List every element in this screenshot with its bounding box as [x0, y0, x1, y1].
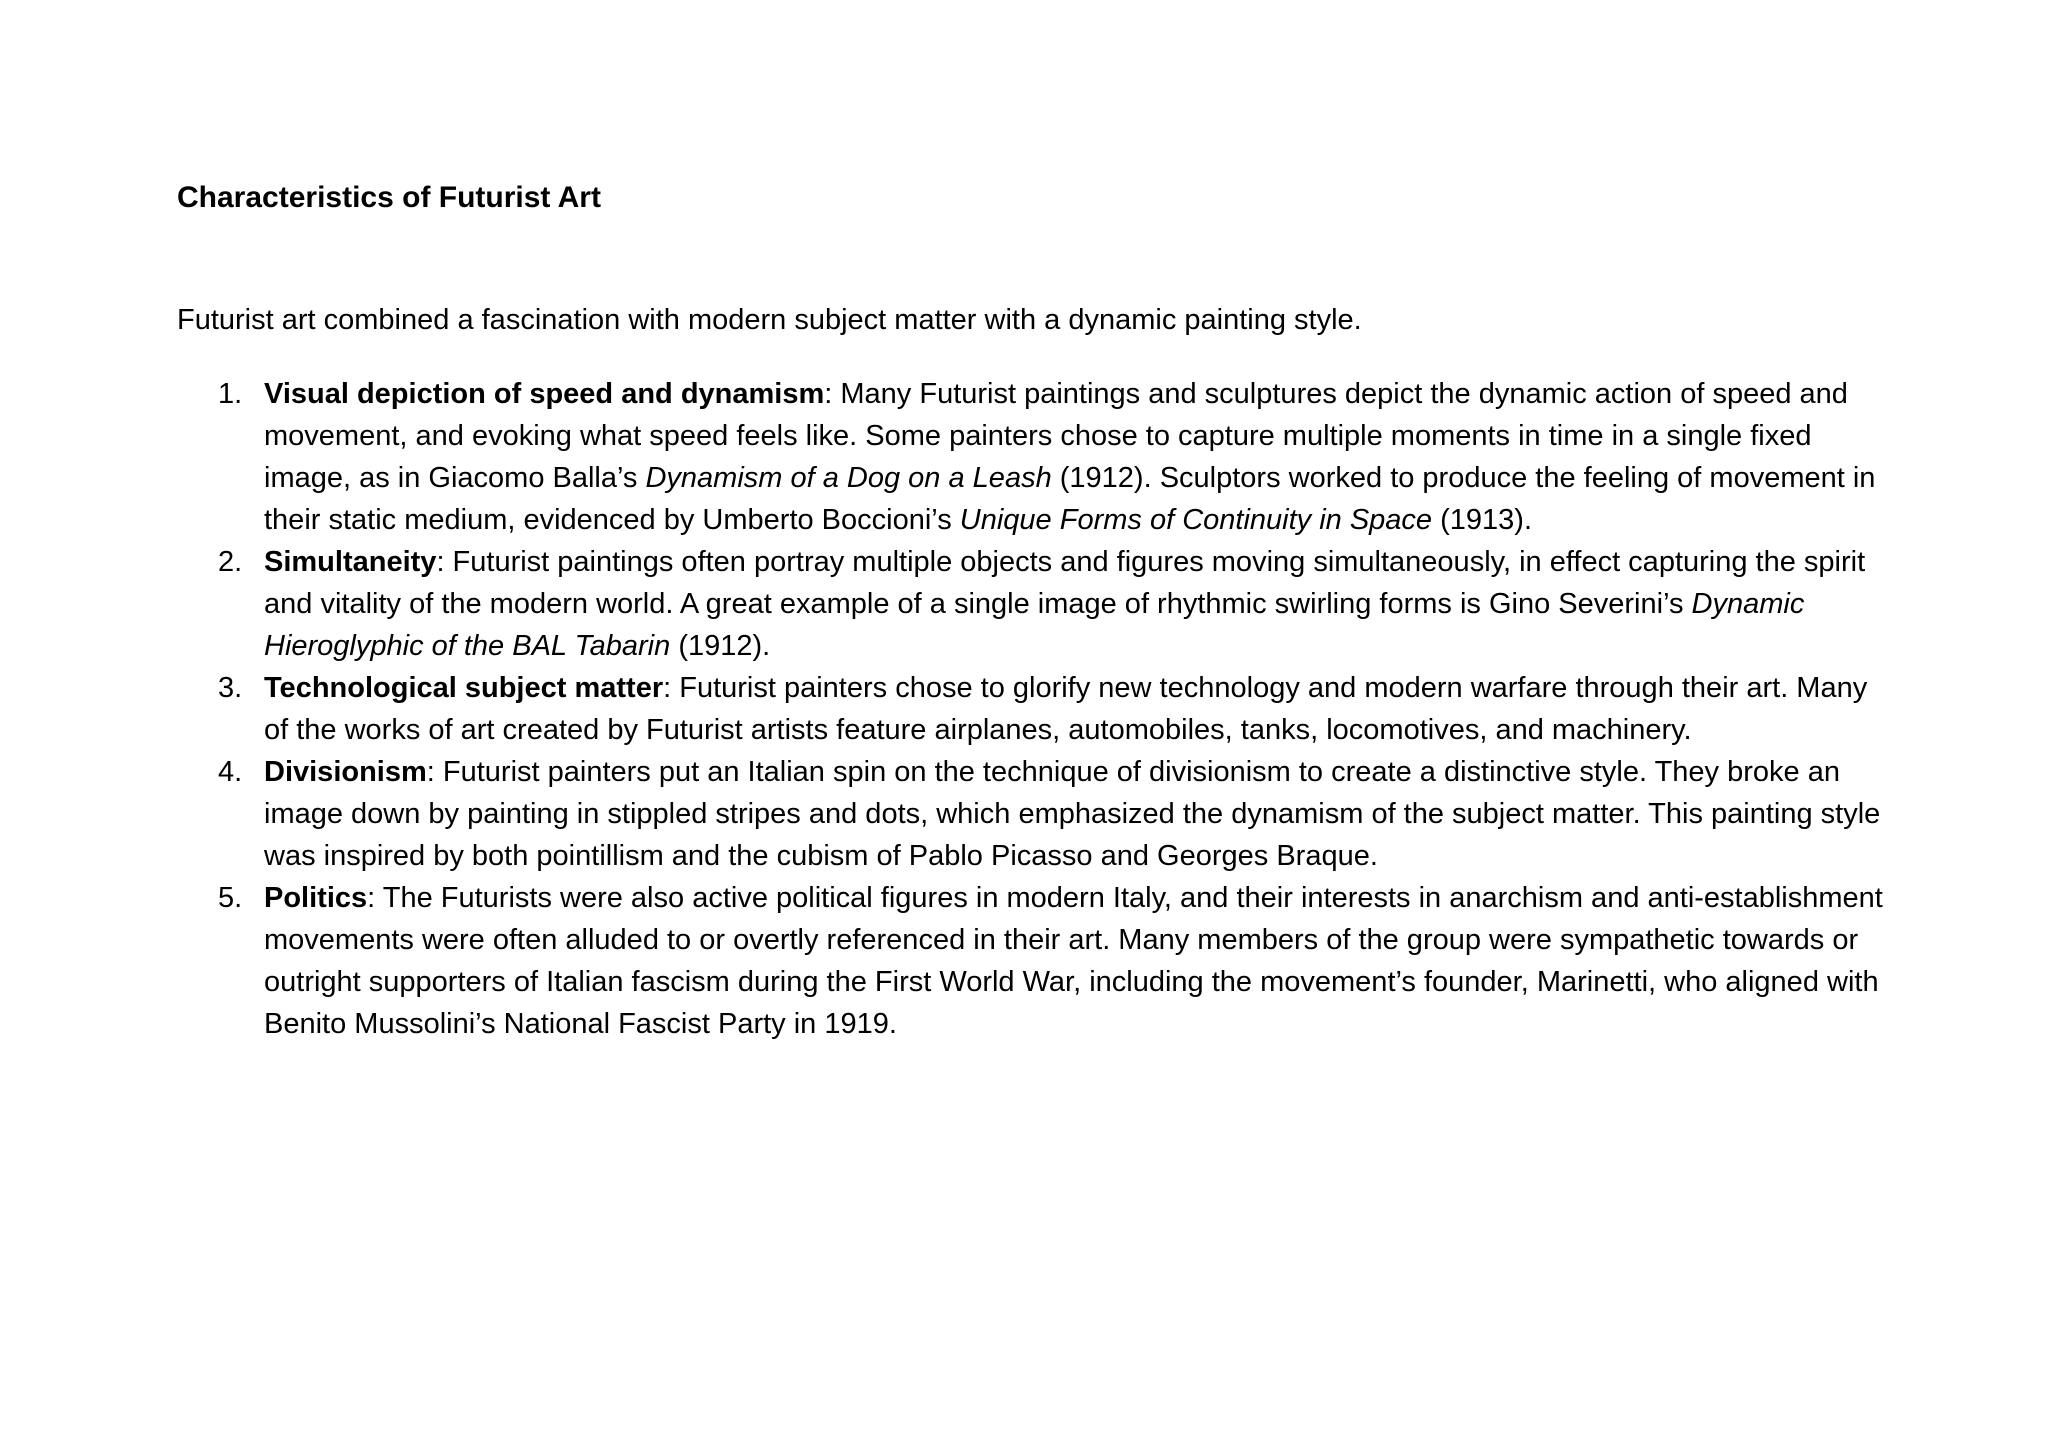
item-text: : Futurist painters put an Italian spin on the technique of divisionism to create a distinctive style. They broke an image down by painting in stippled stripes and dots, which emphasized the dynamism of the subject matter. This painting style was inspired by both pointillism and the cubism of Pablo Picasso and Georges Braque.	[264, 756, 1881, 872]
list-item	[218, 667, 1884, 751]
item-text: : Futurist painters chose to glorify new technology and modern warfare through their art. Many of the works of art created by Futurist artists feature airplanes, automobiles, tanks, locomotives, and machinery.	[264, 672, 1868, 746]
item-term: Politics	[264, 882, 368, 914]
item-text: : The Futurists were also active political figures in modern Italy, and their interests in anarchism and anti-establishment movements were often alluded to or overtly referenced in their art. Many members of the group were sympathetic towards or outright supporters of Italian fascism during the First World War, including the movement’s founder, Marinetti, who aligned with Benito Mussolini’s National Fascist Party in 1919.	[264, 882, 1883, 1040]
list-item-number: 1.	[218, 378, 243, 410]
item-term: Technological subject matter	[264, 672, 664, 704]
item-term: Simultaneity	[264, 546, 437, 578]
item-text: : Many Futurist paintings and sculptures depict the dynamic action of speed and movement, and evoking what speed feels like. Some painters chose to capture multiple moments in time in a single fixed image, as in Giacomo Balla’s	[264, 378, 1848, 494]
item-term: Divisionism	[264, 756, 427, 788]
list-item	[218, 541, 1884, 667]
list-item	[218, 751, 1884, 877]
list-item	[218, 373, 1884, 541]
list-item-number: 4.	[218, 756, 243, 788]
item-text: (1912). Sculptors worked to produce the feeling of movement in their static medium, evidenced by Umberto Boccioni’s	[264, 462, 1876, 536]
artwork-title: Dynamism of a Dog on a Leash	[645, 462, 1052, 494]
list-item	[218, 877, 1884, 1045]
artwork-title: Dynamic Hieroglyphic of the BAL Tabarin	[264, 588, 1805, 662]
list-item-number: 3.	[218, 672, 243, 704]
item-text: : Futurist paintings often portray multiple objects and figures moving simultaneously, in effect capturing the spirit and vitality of the modern world. A great example of a single image of rhythmic swirling forms is Gino Severini’s	[264, 546, 1866, 620]
list-item-number: 5.	[218, 882, 243, 914]
document-title: Characteristics of Futurist Art	[177, 181, 601, 214]
item-term: Visual depiction of speed and dynamism	[264, 378, 825, 410]
list-item-number: 2.	[218, 546, 243, 578]
item-text: (1912).	[670, 630, 771, 662]
intro-paragraph: Futurist art combined a fascination with modern subject matter with a dynamic painting style.	[177, 304, 1362, 336]
artwork-title: Unique Forms of Continuity in Space	[959, 504, 1433, 536]
item-text: (1913).	[1432, 504, 1533, 536]
characteristics-list	[218, 373, 1884, 1045]
